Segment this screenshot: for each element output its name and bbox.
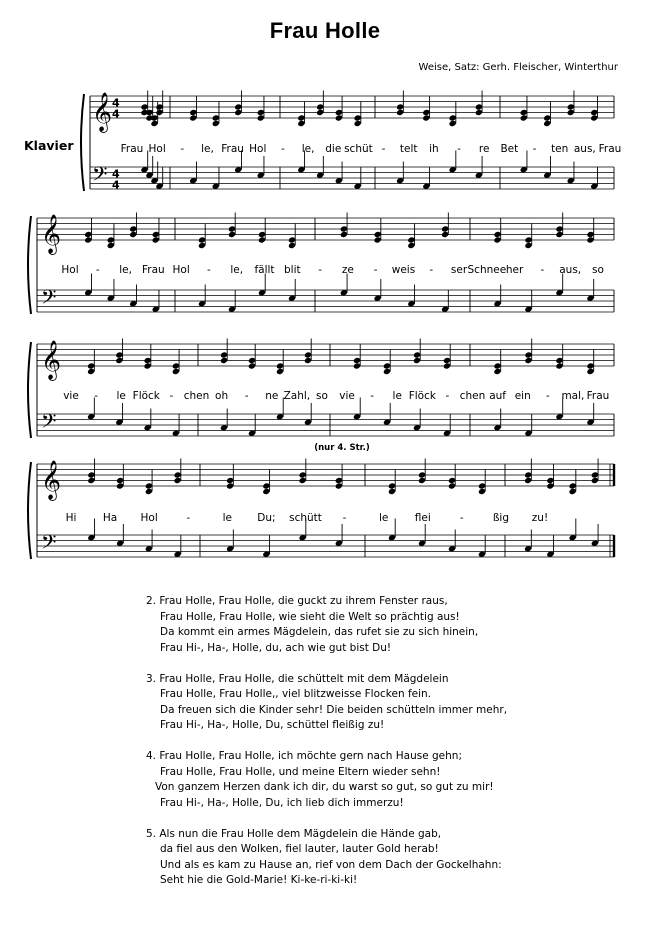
lyric-syllable: Flöck xyxy=(408,390,436,402)
verse-annotation: (nur 4. Str.) xyxy=(314,443,370,453)
lyric-syllable: le, xyxy=(301,143,315,155)
lyric-syllable: Frau xyxy=(120,143,144,155)
instrument-label: Klavier xyxy=(24,138,74,153)
lyric-syllable: - xyxy=(244,390,249,402)
lyric-syllable: - xyxy=(169,390,174,402)
verse-line: Frau Holle, Frau Holle, wie sieht die Welt so prächtig aus! xyxy=(160,610,460,623)
lyric-syllable: mal, xyxy=(561,390,585,402)
lyric-syllable: so xyxy=(592,264,604,276)
lyric-syllable: Hol xyxy=(249,143,267,155)
lyric-syllable: ih xyxy=(429,143,439,155)
lyric-syllable: Du; xyxy=(257,512,276,524)
verse-line: 5. Als nun die Frau Holle dem Mägdelein die Hände gab, xyxy=(146,827,442,840)
lyric-syllable: telt xyxy=(399,143,418,155)
verse-5 xyxy=(146,827,616,889)
lyric-syllable: - xyxy=(370,390,375,402)
lyric-syllable: re xyxy=(478,143,490,155)
verse-line: Seht hie die Gold-Marie! Ki-ke-ri-ki-ki! xyxy=(160,874,358,886)
lyric-syllable: zu! xyxy=(531,512,549,524)
bass-clef-icon: 𝄢 xyxy=(41,409,57,438)
lyric-syllable: - xyxy=(373,264,378,276)
lyric-syllable: Hol xyxy=(140,512,158,524)
lyric-syllable: - xyxy=(457,143,461,155)
verse-4 xyxy=(146,749,616,811)
lyric-syllable: Bet xyxy=(500,143,519,155)
lyric-syllable: le xyxy=(222,512,233,524)
bass-clef-icon: 𝄢 xyxy=(41,285,57,314)
verse-line: Da freuen sich die Kinder sehr! Die beiden schütteln immer mehr, xyxy=(160,703,508,716)
lyric-syllable: - xyxy=(445,390,450,402)
lyric-syllable: ze xyxy=(341,264,354,276)
lyric-syllable: blit xyxy=(284,264,301,276)
verse-line: Frau Hi-, Ha-, Holle, du, ach wie gut bist Du! xyxy=(160,641,392,654)
treble-clef-icon: 𝄞 xyxy=(41,214,62,254)
lyric-syllable: vie xyxy=(339,390,355,402)
lyric-syllable: schüt xyxy=(344,143,373,155)
lyric-syllable: so xyxy=(315,390,328,402)
bass-time-signature-den: 4 xyxy=(112,178,120,192)
lyric-syllable: Hi xyxy=(65,512,77,524)
lyric-syllable: le xyxy=(116,390,126,402)
lyric-syllable: - xyxy=(381,143,386,155)
lyric-syllable: her xyxy=(505,264,524,276)
lyric-syllable: Flöck xyxy=(132,390,160,402)
lyric-syllable: Hol xyxy=(61,264,79,276)
system-1 xyxy=(81,91,621,192)
lyric-syllable: - xyxy=(281,143,285,155)
lyric-syllable: - xyxy=(532,143,537,155)
lyric-syllable: ßig xyxy=(492,512,510,524)
lyric-syllable: Ha xyxy=(102,512,118,524)
lyric-syllable: Frau xyxy=(586,390,610,402)
bass-time-signature-num: 4 xyxy=(112,167,120,181)
system-brace xyxy=(28,342,31,438)
verse-line: Von ganzem Herzen dank ich dir, du warst so gut, so gut zu mir! xyxy=(155,781,494,793)
verse-line: Frau Holle, Frau Holle,, viel blitzweisse Flocken fein. xyxy=(160,688,432,700)
lyric-syllable: - xyxy=(207,264,211,276)
system-4 xyxy=(28,443,614,559)
lyric-syllable: - xyxy=(318,264,323,276)
lyric-syllable: schütt xyxy=(289,512,322,524)
lyric-syllable: Zahl, xyxy=(283,390,311,402)
verse-3 xyxy=(146,672,616,734)
lyric-syllable: - xyxy=(180,143,185,155)
lyric-syllable: Hol xyxy=(148,143,166,155)
lyric-syllable: - xyxy=(94,390,98,402)
verse-line: Frau Holle, Frau Holle, und meine Eltern wieder sehn! xyxy=(160,765,441,778)
lyric-syllable: aus, xyxy=(573,143,596,155)
lyric-syllable: le, xyxy=(119,264,132,276)
lyric-syllable: die xyxy=(325,143,342,155)
lyric-syllable: weis xyxy=(391,264,416,276)
composer-credit: Weise, Satz: Gerh. Fleischer, Winterthur xyxy=(418,62,618,73)
system-3 xyxy=(28,339,614,439)
lyric-syllable: fällt xyxy=(254,264,275,276)
lyric-syllable: le xyxy=(392,390,402,402)
lyric-syllable: - xyxy=(186,512,191,524)
treble-time-signature-num: 4 xyxy=(112,96,120,110)
verse-line: Frau Hi-, Ha-, Holle, Du, schüttel fleißig zu! xyxy=(160,719,385,731)
verse-line: da fiel aus den Wolken, fiel lauter, lauter Gold herab! xyxy=(160,843,439,855)
lyric-syllable: - xyxy=(342,512,347,524)
lyric-syllable: - xyxy=(429,264,434,276)
system-brace xyxy=(81,94,84,191)
bass-clef-icon: 𝄢 xyxy=(41,530,57,559)
treble-clef-icon: 𝄞 xyxy=(92,92,113,132)
lyric-syllable: vie xyxy=(63,390,79,402)
lyric-syllable: - xyxy=(459,512,464,524)
system-brace xyxy=(28,216,31,314)
lyric-syllable: le, xyxy=(230,264,244,276)
lyric-syllable: ne xyxy=(265,390,279,402)
lyric-syllable: chen xyxy=(459,390,486,402)
lyric-syllable: - xyxy=(95,264,100,276)
system-brace xyxy=(28,462,31,559)
lyric-syllable: auf xyxy=(489,390,507,402)
verse-line: Frau Hi-, Ha-, Holle, Du, ich lieb dich immerzu! xyxy=(160,796,404,809)
lyric-syllable: Frau xyxy=(142,264,165,276)
lyric-syllable: - xyxy=(545,390,550,402)
treble-clef-icon: 𝄞 xyxy=(41,460,62,500)
lyric-syllable: ten xyxy=(551,143,569,155)
lyric-syllable: Frau xyxy=(221,143,244,155)
lyric-syllable: le xyxy=(378,512,389,524)
lyric-syllable: - xyxy=(540,264,545,276)
lyric-syllable: ein xyxy=(514,390,531,402)
verse-line: 2. Frau Holle, Frau Holle, die guckt zu ihrem Fenster raus, xyxy=(146,595,448,607)
lyric-syllable: Schnee xyxy=(467,264,507,276)
treble-clef-icon: 𝄞 xyxy=(41,340,62,380)
lyric-syllable: ser xyxy=(450,264,468,276)
song-title: Frau Holle xyxy=(269,18,381,43)
lyric-syllable: Hol xyxy=(172,264,190,276)
lyric-syllable: oh xyxy=(215,390,229,402)
verse-line: 3. Frau Holle, Frau Holle, die schüttelt mit dem Mägdelein xyxy=(146,672,449,685)
lyric-syllable: le, xyxy=(201,143,214,155)
lyric-syllable: Frau xyxy=(598,143,622,155)
system-2 xyxy=(28,213,614,315)
bass-clef-icon: 𝄢 xyxy=(92,162,108,191)
lyric-syllable: aus, xyxy=(559,264,582,276)
lyric-syllable: flei xyxy=(414,512,431,524)
verse-line: Und als es kam zu Hause an, rief von dem Dach der Gockelhahn: xyxy=(160,858,502,871)
lyric-syllable: chen xyxy=(183,390,210,402)
treble-time-signature-den: 4 xyxy=(112,107,120,121)
verse-line: Da kommt ein armes Mägdelein, das rufet sie zu sich hinein, xyxy=(160,626,479,638)
verse-line: 4. Frau Holle, Frau Holle, ich möchte gern nach Hause gehn; xyxy=(146,750,462,762)
verses-block xyxy=(146,594,616,904)
verse-2 xyxy=(146,594,616,656)
